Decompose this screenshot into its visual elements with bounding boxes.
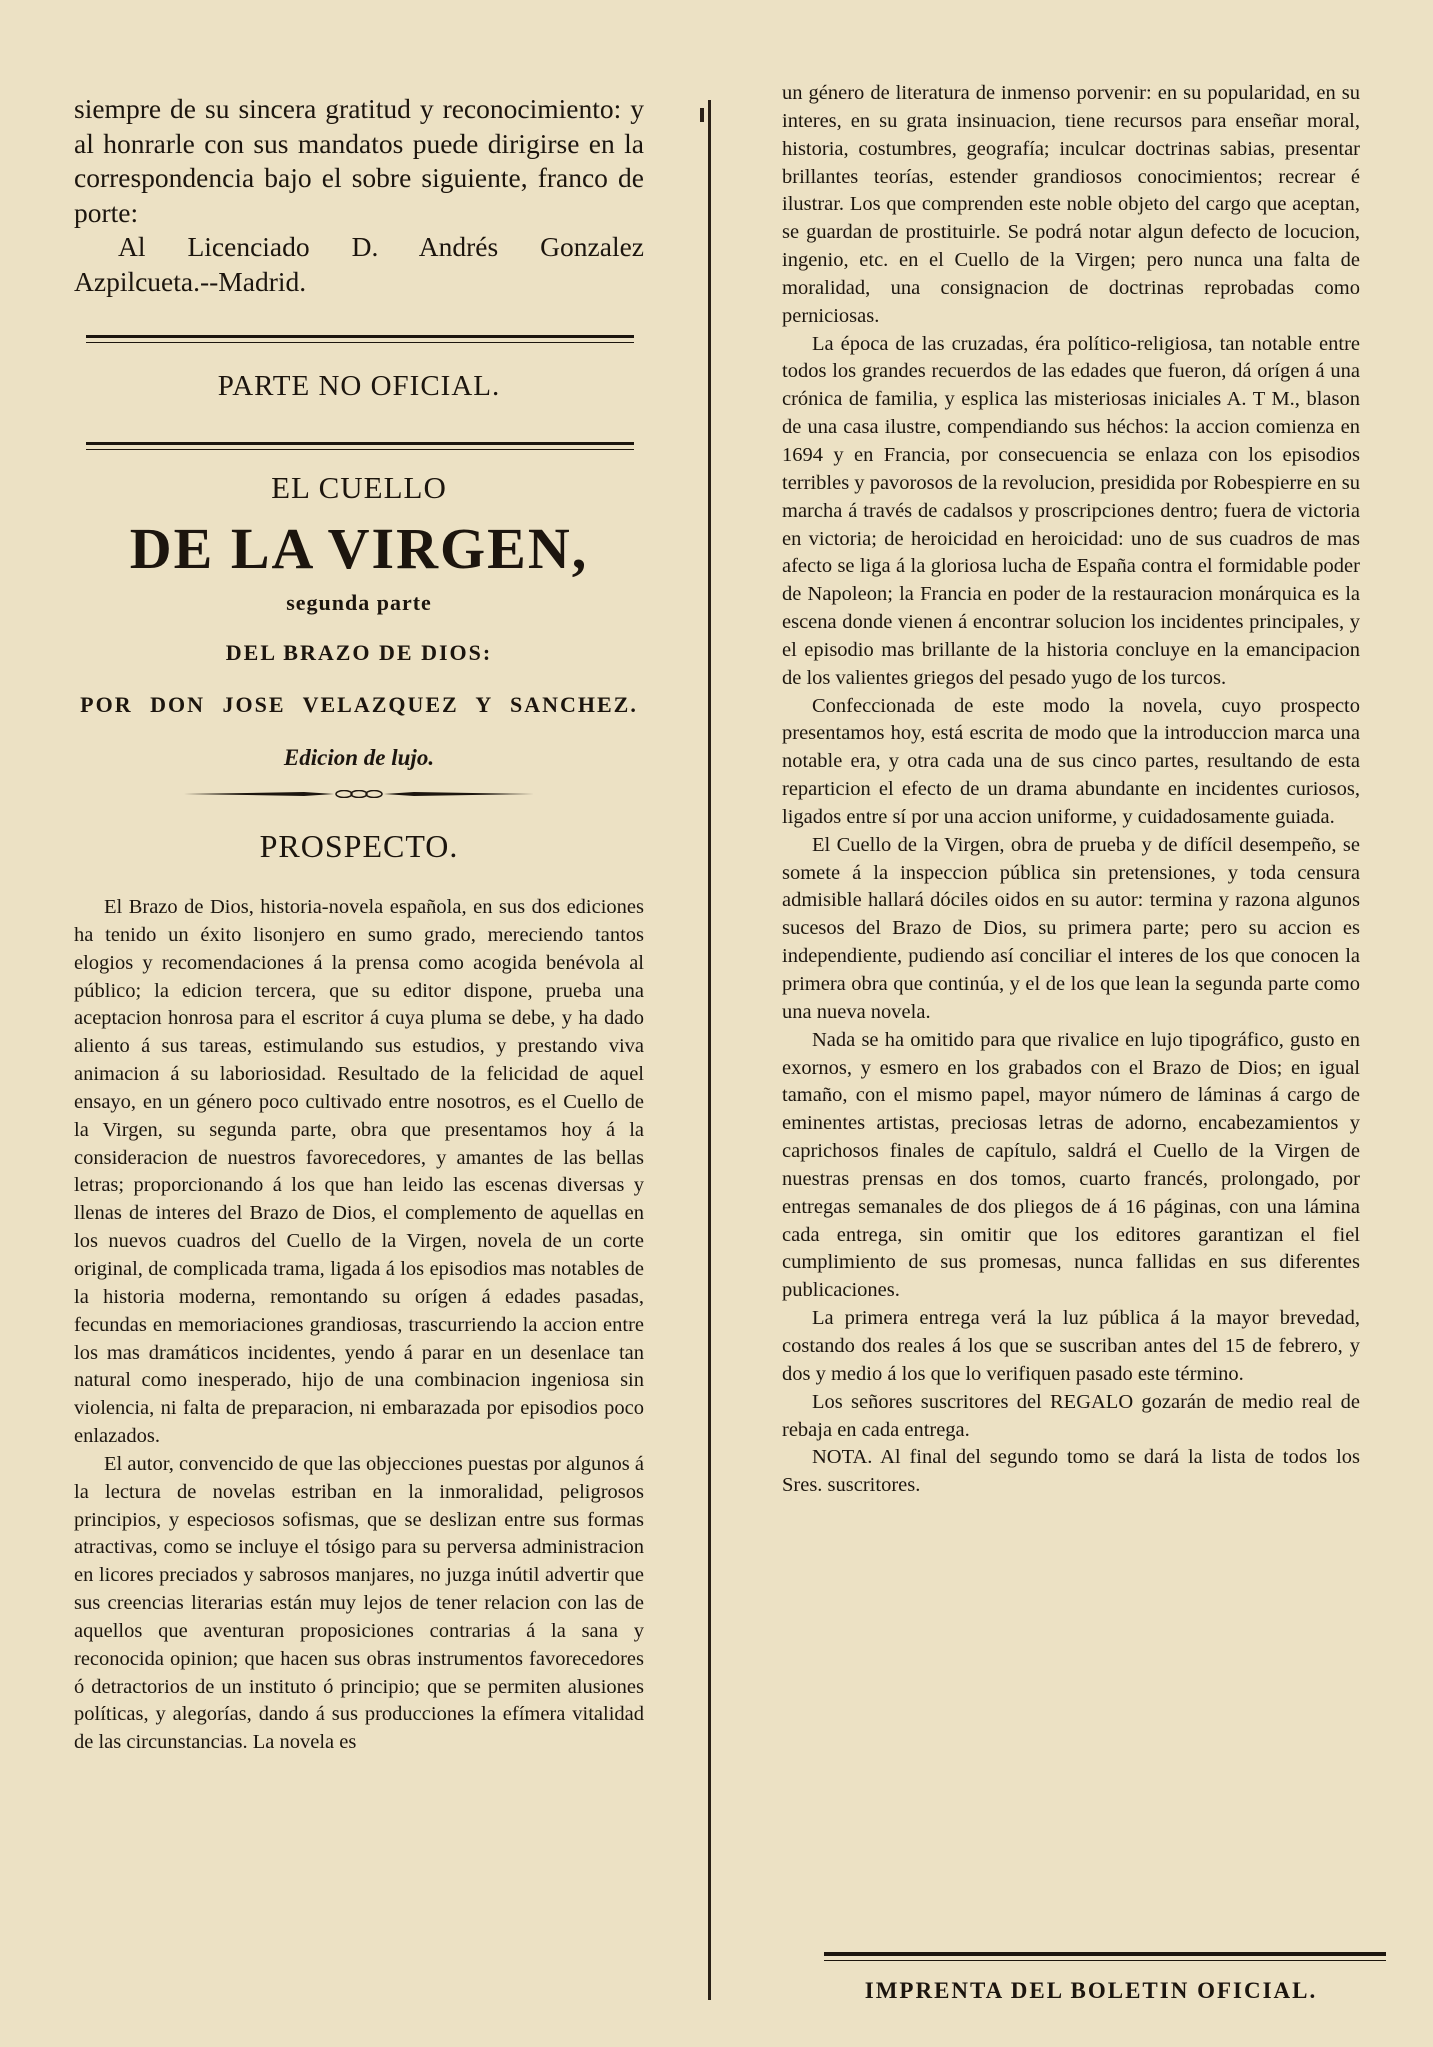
- section-rule-top: [86, 335, 634, 343]
- ornament-divider: [184, 790, 534, 798]
- body-paragraph: Nada se ha omitido para que rivalice en lujo tipográfico, gusto en exornos, y esmero en los grabados con el Brazo de Dios; en igual tamaño, con el mismo papel, mayor número de láminas á cargo de eminentes artistas, preciosas letras de adorno, encabezamientos y caprichosos finales de capítulo, saldrá el Cuello de la Virgen de nuestras prensas en dos tomos, cuarto francés, prolongado, por entregas semanales de dos pliegos de á 16 páginas, con una lámina cada entrega, sin omitir que los editores garantizan el fiel cumplimiento de sus promesas, nunca fallidas en sus diferentes publicaciones.: [782, 1028, 1360, 1302]
- body-paragraph: un género de literatura de inmenso porvenir: en su popularidad, en su interes, en su grata insinuacion, tiene recursos para enseñar moral, historia, costumbres, geografía; inculcar doctrinas sabias, presentar brillantes teorías, estender grandiosos conocimientos; recrear é ilustrar. Los que comprenden este noble objeto del cargo que aceptan, se guardan de prostituirle. Se podrá notar algun defecto de locucion, ingenio, etc. en el Cuello de la Virgen; pero nunca una falta de moralidad, una consignacion de doctrinas reprobadas como perniciosas.: [782, 82, 1360, 327]
- section-rule-middle: [86, 442, 634, 450]
- body-paragraph: La época de las cruzadas, éra político-religiosa, tan notable entre todos los grandes recuerdos de las edades que fueron, dá orígen á una crónica de familia, y esplica las misteriosas iniciales A. T M., blason de una casa ilustre, compendiando sus héchos: la accion comienza en 1694 y en Francia, por consecuencia se enlaza con los episodios terribles y pavorosos de la revolucion, presidida por Robespierre en su marcha á través de cadalsos y proscripciones dentro; fuera de victoria en victoria; de heroicidad en heroicidad: uno de sus cuadros de mas afecto se liga á la gloriosa lucha de España contra el formidable poder de Napoleon; la Francia en poder de la restauracion monárquica es la escena donde vienen á encontrar solucion los incidentes principales, y el episodio mas brillante de la historia concluye en la emancipacion de los valientes griegos del pesado yugo de los turcos.: [782, 332, 1360, 689]
- body-paragraph: El Brazo de Dios, historia-novela española, en sus dos ediciones ha tenido un éxito lisonjero en sumo grado, mereciendo tantos elogios y recomendaciones á la prensa como acogida benévola al público; la edicion tercera, que su editor dispone, prueba una aceptacion honrosa para el escritor á cuya pluma se debe, y ha dado aliento á sus tareas, estimulando sus estudios, y prestando viva animacion á su laboriosidad. Resultado de la felicidad de aquel ensayo, en un género poco cultivado entre nosotros, es el Cuello de la Virgen, su segunda parte, obra que presentamos hoy á la consideracion de nuestros favorecedores, y amantes de las bellas letras; proporcionando á los que han leido las escenas diversas y llenas de interes del Brazo de Dios, el complemento de aquellas en los nuevos cuadros del Cuello de la Virgen, novela de un corte original, de complicada trama, ligada á los episodios mas notables de la historia moderna, remontando su orígen á edades pasadas, fecundas en memoriaciones grandiosas, trascurriendo la accion entre los mas dramáticos incidentes, yendo á parar en un desenlace tan natural como inesperado, hijo de una combinacion ingeniosa sin violencia, ni falta de preparacion, ni embarazada por episodios poco enlazados.: [74, 896, 644, 1448]
- body-paragraph: El autor, convencido de que las objecciones puestas por algunos á la lectura de novelas estriban en la inmoralidad, peligrosos principios, y especiosos sofismas, que se deslizan entre sus formas atractivas, como se incluye el tósigo para su perversa administracion en licores preciados y sabrosos manjares, no juzga inútil advertir que sus creencias literarias están muy lejos de tener relacion con las de aquellos que aventuran proposiciones contrarias á la sana y reconocida opinion; que hacen sus obras instrumentos favorecedores ó detractorios de un instituto ó principio; que se permiten alusiones políticas, y alegorías, dando á sus producciones la efímera vitalidad de las circunstancias. La novela es: [74, 1452, 644, 1754]
- prospecto-heading: PROSPECTO.: [259, 828, 459, 864]
- right-body-text: [782, 80, 1360, 1500]
- body-paragraph: Los señores suscritores del REGALO gozarán de medio real de rebaja en cada entrega.: [782, 1390, 1360, 1441]
- body-paragraph: Confeccionada de este modo la novela, cuyo prospecto presentamos hoy, está escrita de modo que la introduccion marca una notable era, y otra cada una de sus cinco partes, resultando de esta reparticion el efecto de un drama abundante en incidentes curiosos, ligados entre sí por una accion uniforme, y cuidadosamente guiada.: [782, 694, 1360, 828]
- column-divider: [708, 100, 711, 2000]
- body-paragraph: El Cuello de la Virgen, obra de prueba y de difícil desempeño, se somete á la inspeccion pública sin pretensiones, y toda censura admisible hallará dóciles oidos en su autor: termina y razona algunos sucesos del Brazo de Dios, su primera parte; pero su accion es independiente, pudiendo así conciliar el interes de los que conocen la primera obra que continúa, y el de los que lean la segunda parte como una nueva novela.: [782, 833, 1360, 1023]
- edition-line: Edicion de lujo.: [283, 745, 435, 770]
- intro-address: Al Licenciado D. Andrés Gonzalez Azpilcueta.--Madrid.: [74, 231, 644, 297]
- printer-imprint: IMPRENTA DEL BOLETIN OFICIAL.: [864, 1978, 1318, 2003]
- column-divider-tick: [700, 108, 704, 122]
- left-body-text: [74, 894, 644, 1757]
- subtitle-segunda-parte: segunda parte: [286, 590, 432, 615]
- author-line: POR DON JOSE VELAZQUEZ Y SANCHEZ.: [80, 692, 638, 717]
- parte-no-oficial-heading: PARTE NO OFICIAL.: [217, 370, 501, 402]
- intro-text: siempre de su sincera gratitud y reconocimiento: y al honrarle con sus mandatos puede dirigirse en la correspondencia bajo el sobre siguiente, franco de porte:: [74, 93, 644, 228]
- bottom-rule: [824, 1952, 1386, 1961]
- body-paragraph: La primera entrega verá la luz pública á la mayor brevedad, costando dos reales á los que se suscriban antes del 15 de febrero, y dos y medio á los que lo verifiquen pasado este término.: [782, 1307, 1360, 1385]
- subtitle-brazo-de-dios: DEL BRAZO DE DIOS:: [225, 640, 493, 665]
- body-paragraph: NOTA. Al final del segundo tomo se dará la lista de todos los Sres. suscritores.: [782, 1446, 1360, 1497]
- title-line-2: DE LA VIRGEN,: [129, 516, 589, 581]
- title-line-1: EL CUELLO: [271, 470, 447, 505]
- intro-paragraph: [74, 92, 644, 299]
